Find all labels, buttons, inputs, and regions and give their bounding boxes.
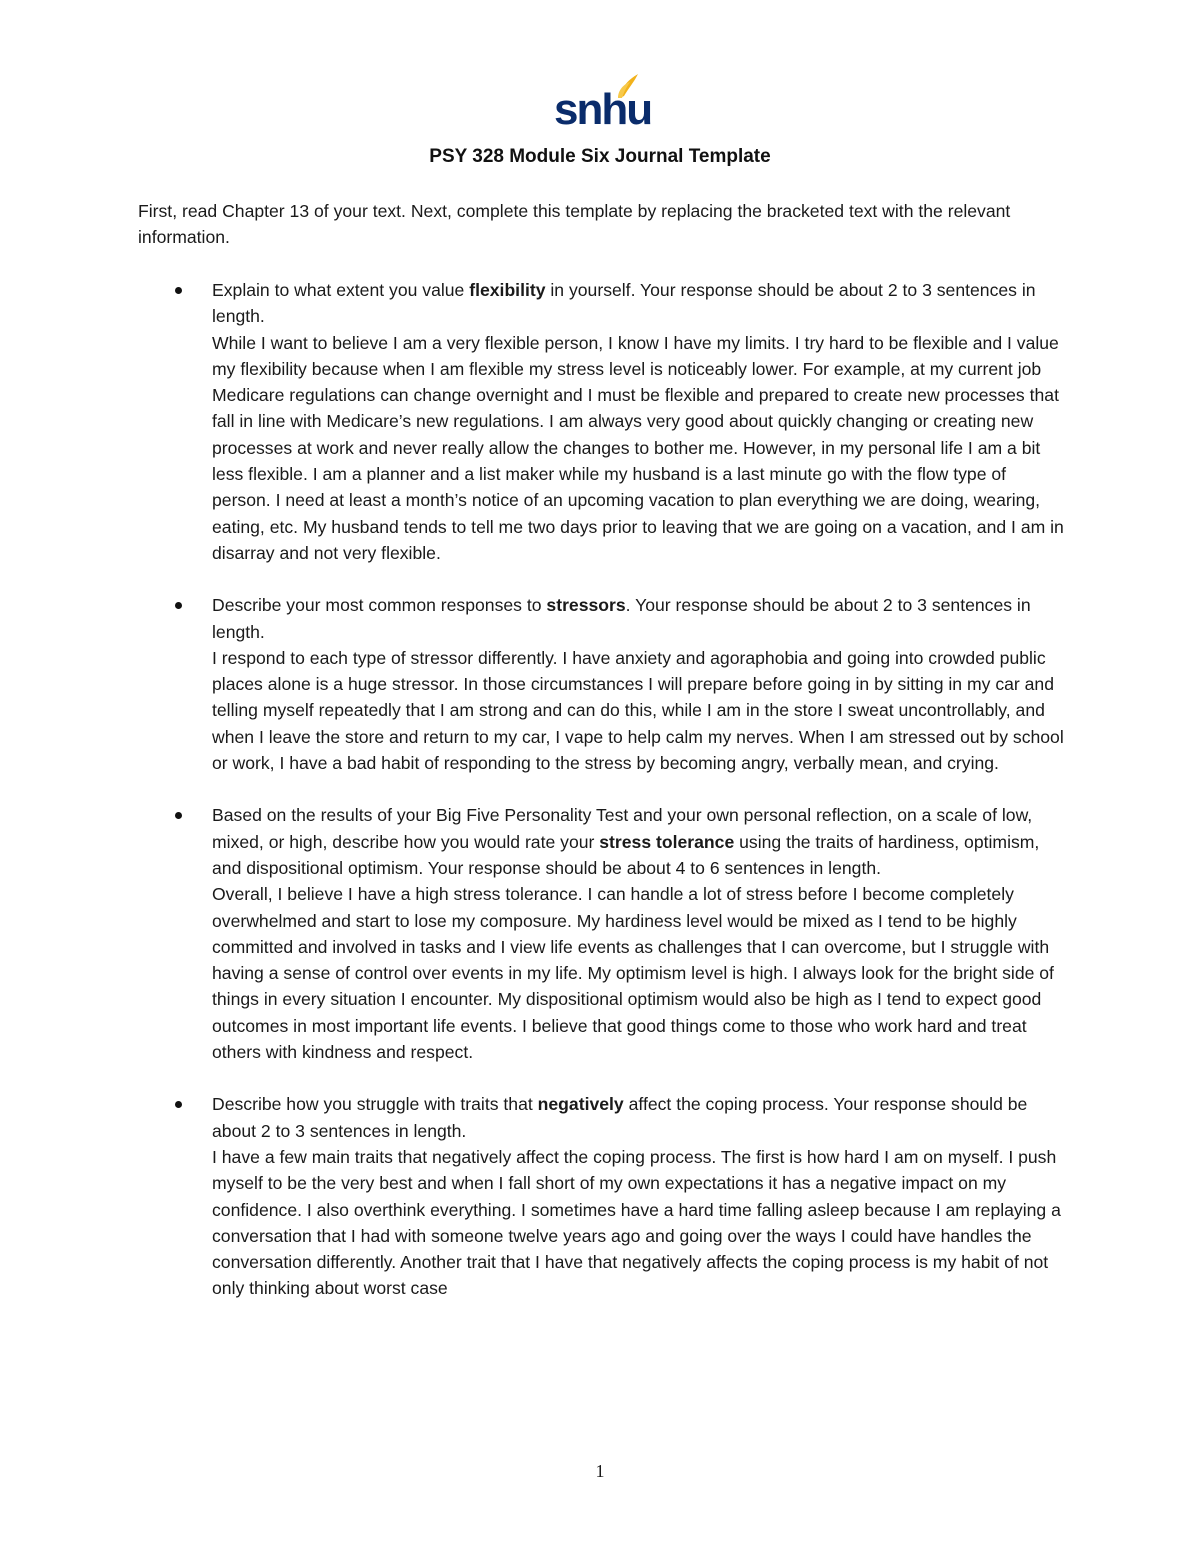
list-item xyxy=(138,592,1068,776)
prompt-text: Describe how you struggle with traits that xyxy=(212,1094,538,1115)
prompt-text: Explain to what extent you value xyxy=(212,280,470,300)
prompt-keyword: stress tolerance xyxy=(599,831,735,852)
page-number: 1 xyxy=(595,1461,605,1481)
prompt-text: . Your response should be about 2 to 3 sentences in length. xyxy=(212,595,1031,642)
bullet-icon xyxy=(175,602,182,609)
snhu-logo xyxy=(554,72,652,134)
list-item xyxy=(138,277,1068,566)
answer-text: While I want to believe I am a very flexible person, I know I have my limits. I try hard to be flexible and I value my flexibility because when I am flexible my stress level is noticeably lower. For example, at my current job Medicare regulations can change overnight and I must be flexible and prepared to create new processes that fall in line with Medicare’s new regulations. I am always very good about quickly changing or creating new processes at work and never really allow the changes to bother me. However, in my personal life I am a bit less flexible. I am a planner and a list maker while my husband is a last minute go with the flow type of person. I need at least a month’s notice of an upcoming vacation to plan everything we are doing, wearing, eating, etc. My husband tends to tell me two days prior to leaving that we are going on a vacation, and I am in disarray and not very flexible. xyxy=(212,332,1064,563)
answer-text: I have a few main traits that negatively affect the coping process. The first is how hard I am on myself. I push myself to be the very best and when I fall short of my own expectations it has a negative impact on my confidence. I also overthink everything. I sometimes have a hard time falling asleep because I am replaying a conversation that I had with someone twelve years ago and going over the ways I could have handles the conversation differently. Another trait that I have that negatively affects the coping process is my habit of not only thinking about worst case xyxy=(212,1146,1061,1299)
question-prompt xyxy=(212,592,1068,645)
prompt-text: Describe your most common responses to xyxy=(212,595,547,616)
bullet-icon xyxy=(175,287,182,294)
prompt-text: using the traits of hardiness, optimism, and dispositional optimism. Your response should be about 4 to 6 sentences in length. xyxy=(212,831,1040,878)
prompt-text: affect the coping process. Your response should be about 2 to 3 sentences in length. xyxy=(212,1094,1028,1141)
prompt-text: Based on the results of your Big Five Personality Test and your own personal reflection, on a scale of low, mixed, or high, describe how you would rate your xyxy=(212,805,1033,852)
prompt-keyword: flexibility xyxy=(469,280,546,300)
page-title: PSY 328 Module Six Journal Template xyxy=(429,146,771,167)
list-item xyxy=(138,1091,1068,1301)
prompt-keyword: stressors xyxy=(546,595,626,616)
answer-text: Overall, I believe I have a high stress tolerance. I can handle a lot of stress before I become completely overwhelmed and start to lose my composure. My hardiness level would be mixed as I tend to be highly committed and involved in tasks and I view life events as challenges that I can overcome, but I struggle with having a sense of control over events in my life. My optimism level is high. I always look for the bright side of things in every situation I encounter. My dispositional optimism would also be high as I tend to expect good outcomes in most important life events. I believe that good things come to those who work hard and treat others with kindness and respect. xyxy=(212,884,1054,1063)
bullet-icon xyxy=(175,812,182,819)
answer-text: I respond to each type of stressor differently. I have anxiety and agoraphobia and going into crowded public places alone is a huge stressor. In those circumstances I will prepare before going in by sitting in my car and telling myself repeatedly that I am strong and can do this, while I am in the store I sweat uncontrollably, and when I leave the store and return to my car, I vape to help calm my nerves. When I am stressed out by school or work, I have a bad habit of responding to the stress by becoming angry, verbally mean, and crying. xyxy=(212,647,1064,774)
question-prompt xyxy=(212,1091,1068,1144)
prompt-keyword: negatively xyxy=(537,1094,624,1115)
question-prompt xyxy=(212,802,1068,881)
bullet-icon xyxy=(175,1101,182,1108)
intro-paragraph: First, read Chapter 13 of your text. Next, complete this template by replacing the bracketed text with the relevant information. xyxy=(138,201,1011,248)
question-prompt xyxy=(212,277,1068,330)
logo-wordmark: snhu xyxy=(554,85,652,134)
prompt-text: in yourself. Your response should be about 2 to 3 sentences in length. xyxy=(212,280,1036,327)
list-item xyxy=(138,802,1068,1065)
question-list xyxy=(138,277,1068,1328)
